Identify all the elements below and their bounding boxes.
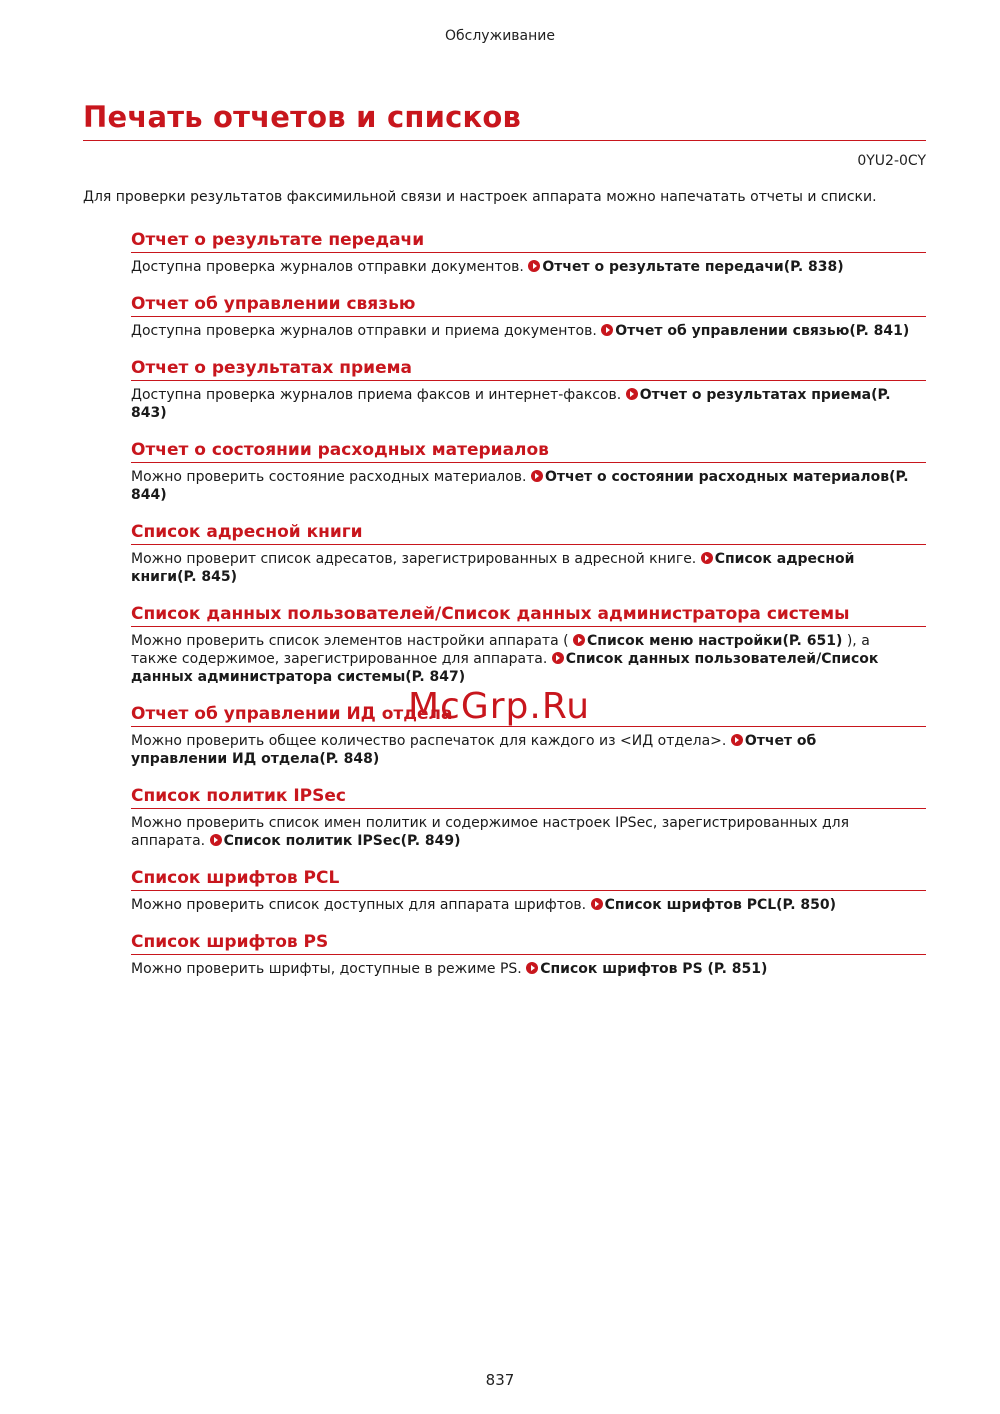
- section-link[interactable]: Список политик IPSec(P. 849): [223, 833, 461, 849]
- page-number: 837: [485, 1371, 515, 1389]
- arrow-circle-icon: [731, 734, 743, 746]
- section-text: ), а также содержимое, зарегистрированное для аппарата.: [131, 633, 870, 667]
- section-heading: Список шрифтов PCL: [131, 867, 926, 891]
- section-heading: Список политик IPSec: [131, 785, 926, 809]
- section-ipsec-list: [131, 785, 926, 850]
- sections-list: [131, 229, 926, 995]
- section-link[interactable]: Отчет о результатах приема(P. 843): [131, 387, 891, 421]
- section-transmission-report: [131, 229, 926, 276]
- section-heading: Список адресной книги: [131, 521, 926, 545]
- section-text: Доступна проверка журналов отправки и приема документов.: [131, 323, 597, 339]
- arrow-circle-icon: [573, 634, 585, 646]
- document-code: 0YU2-0CY: [857, 153, 926, 169]
- title-divider: [83, 140, 926, 141]
- section-communication-report: [131, 293, 926, 340]
- section-address-book-list: [131, 521, 926, 586]
- section-heading: Список шрифтов PS: [131, 931, 926, 955]
- section-heading: Отчет о результатах приема: [131, 357, 926, 381]
- arrow-circle-icon: [526, 962, 538, 974]
- inline-link[interactable]: Список меню настройки(P. 651): [587, 633, 843, 649]
- section-body: [131, 814, 926, 850]
- section-text: Можно проверит список адресатов, зарегистрированных в адресной книге.: [131, 551, 697, 567]
- section-text: Можно проверить состояние расходных материалов.: [131, 469, 527, 485]
- section-link[interactable]: Список адресной книги(P. 845): [131, 551, 855, 585]
- arrow-circle-icon: [531, 470, 543, 482]
- section-heading: Отчет об управлении связью: [131, 293, 926, 317]
- section-heading: Отчет об управлении ИД отдела: [131, 703, 926, 727]
- section-link[interactable]: Отчет о состоянии расходных материалов(P. 844): [131, 469, 909, 503]
- section-pcl-font-list: [131, 867, 926, 914]
- arrow-circle-icon: [601, 324, 613, 336]
- section-body: [131, 896, 926, 914]
- section-link[interactable]: Отчет об управлении ИД отдела(P. 848): [131, 733, 817, 767]
- intro-paragraph: Для проверки результатов факсимильной связи и настроек аппарата можно напечатать отчеты и списки.: [83, 189, 877, 205]
- section-link[interactable]: Отчет о результате передачи(P. 838): [542, 259, 844, 275]
- section-rx-report: [131, 357, 926, 422]
- arrow-circle-icon: [626, 388, 638, 400]
- running-header: Обслуживание: [445, 28, 555, 44]
- arrow-circle-icon: [210, 834, 222, 846]
- section-heading: Отчет о результате передачи: [131, 229, 926, 253]
- section-body: [131, 632, 926, 686]
- section-text: Можно проверить список имен политик и содержимое настроек IPSec, зарегистрированных для аппарата.: [131, 815, 850, 849]
- section-consumables-report: [131, 439, 926, 504]
- watermark: McGrp.Ru: [408, 686, 591, 727]
- section-body: [131, 550, 926, 586]
- section-heading: Список данных пользователей/Список данных администратора системы: [131, 603, 926, 627]
- section-body: [131, 468, 926, 504]
- section-heading: Отчет о состоянии расходных материалов: [131, 439, 926, 463]
- arrow-circle-icon: [528, 260, 540, 272]
- section-text: Доступна проверка журналов приема факсов и интернет-факсов.: [131, 387, 622, 403]
- section-body: [131, 732, 926, 768]
- section-user-data-list: [131, 603, 926, 686]
- page-title: Печать отчетов и списков: [83, 100, 522, 134]
- section-body: [131, 386, 926, 422]
- arrow-circle-icon: [591, 898, 603, 910]
- section-text: Можно проверить общее количество распечаток для каждого из <ИД отдела>.: [131, 733, 727, 749]
- arrow-circle-icon: [552, 652, 564, 664]
- section-link[interactable]: Список шрифтов PCL(P. 850): [604, 897, 837, 913]
- section-text: Доступна проверка журналов отправки документов.: [131, 259, 524, 275]
- section-body: [131, 960, 926, 978]
- section-text: Можно проверить список доступных для аппарата шрифтов.: [131, 897, 587, 913]
- section-body: [131, 322, 926, 340]
- section-link[interactable]: Отчет об управлении связью(P. 841): [615, 323, 910, 339]
- section-link[interactable]: Список данных пользователей/Список данных администратора системы(P. 847): [131, 651, 879, 685]
- section-link[interactable]: Список шрифтов PS (P. 851): [540, 961, 768, 977]
- section-text: Можно проверить список элементов настройки аппарата (: [131, 633, 569, 649]
- arrow-circle-icon: [701, 552, 713, 564]
- section-body: [131, 258, 926, 276]
- section-ps-font-list: [131, 931, 926, 978]
- section-text: Можно проверить шрифты, доступные в режиме PS.: [131, 961, 522, 977]
